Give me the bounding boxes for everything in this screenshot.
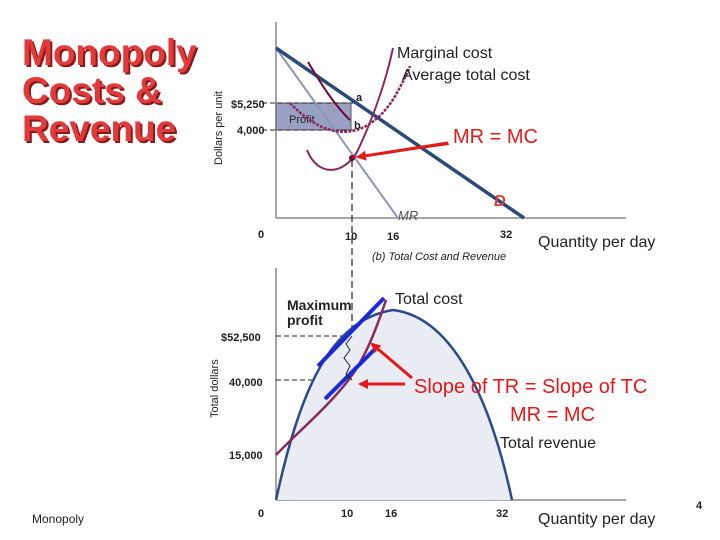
top-caption: (b) Total Cost and Revenue [372, 251, 507, 263]
top-y-tick: 4,000 [237, 125, 265, 137]
bottom-x-tick: 16 [385, 508, 398, 520]
top-y-tick: $5,250 [231, 99, 265, 111]
bottom-x-tick: 0 [258, 508, 265, 520]
top-panel [213, 22, 655, 263]
footer-label: Monopoly [32, 512, 85, 526]
title-line: Costs & [22, 70, 162, 111]
tr-label: Total revenue [500, 435, 597, 452]
slope-annotation: Slope of TR = Slope of TC [414, 376, 648, 398]
max-profit-label: Maximum [287, 297, 352, 313]
bottom-y-tick: 15,000 [229, 450, 263, 462]
bottom-x-tick: 10 [341, 508, 354, 520]
top-x-axis-label: Quantity per day [538, 234, 656, 251]
bottom-x-tick: 32 [496, 508, 509, 520]
bottom-x-axis-label: Quantity per day [538, 511, 656, 528]
mr-mc-annotation: MR = MC [453, 126, 538, 148]
top-x-tick: 0 [258, 229, 265, 241]
mc-label: Marginal cost [397, 45, 493, 62]
top-x-tick: 16 [387, 231, 400, 243]
tc-label: Total cost [395, 291, 463, 308]
bottom-panel [209, 268, 655, 528]
profit-label: Profit [289, 114, 315, 126]
page-number: 4 [696, 500, 703, 512]
top-y-axis-label: Dollars per unit [213, 91, 225, 165]
demand-label: D [494, 193, 506, 210]
mr-label: MR [398, 208, 419, 223]
bottom-y-tick: 40,000 [229, 377, 263, 389]
top-x-tick: 10 [345, 231, 358, 243]
slope-annotation: MR = MC [510, 404, 595, 426]
point-a-label: a [356, 92, 363, 104]
atc-label: Average total cost [402, 67, 530, 84]
bottom-y-tick: $52,500 [221, 332, 261, 344]
mr-curve [276, 48, 398, 218]
max-profit-label: profit [287, 312, 323, 328]
bottom-y-axis-label: Total dollars [209, 359, 221, 418]
point-b-label: b [354, 120, 361, 132]
top-x-tick: 32 [500, 229, 513, 241]
title-line: Monopoly [22, 32, 197, 73]
total-revenue-area [276, 310, 512, 500]
title-line: Revenue [22, 108, 177, 149]
